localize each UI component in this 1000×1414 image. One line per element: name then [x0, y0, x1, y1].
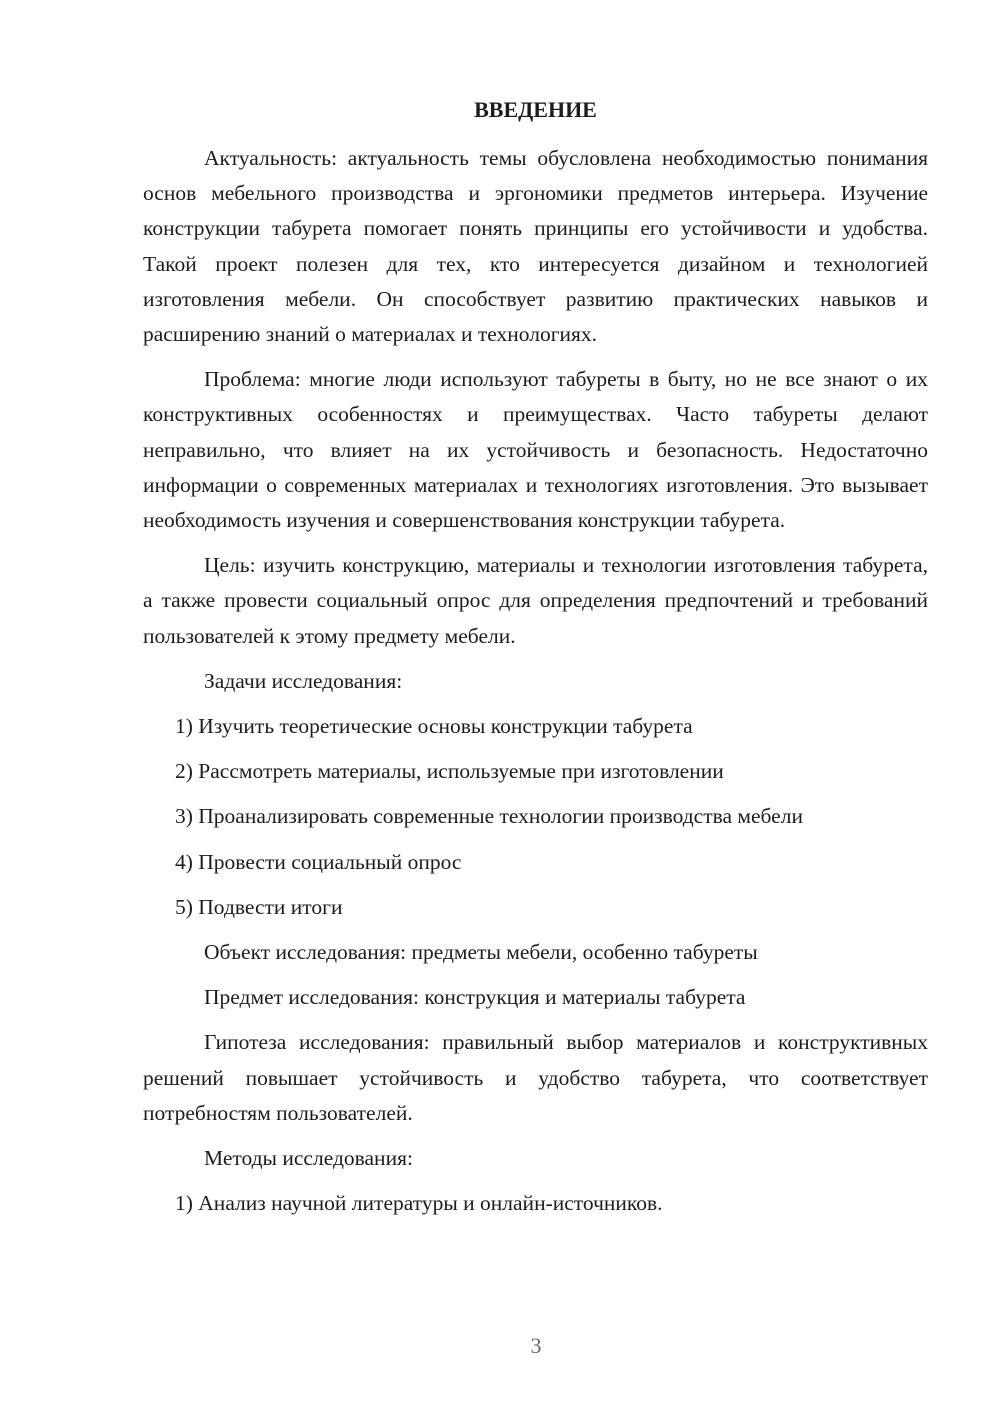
section-title: ВВЕДЕНИЕ: [474, 97, 597, 122]
task-item: 3) Проанализировать современные технологии производства мебели: [175, 804, 803, 829]
methods-heading: Методы исследования:: [204, 1146, 413, 1171]
task-item: 2) Рассмотреть материалы, используемые при изготовлении: [175, 759, 724, 784]
method-item: 1) Анализ научной литературы и онлайн-источников.: [175, 1191, 663, 1216]
subject-line: Предмет исследования: конструкция и материалы табурета: [204, 985, 746, 1010]
tasks-heading: Задачи исследования:: [204, 668, 403, 693]
task-item: 1) Изучить теоретические основы конструкции табурета: [175, 714, 693, 739]
object-line: Объект исследования: предметы мебели, особенно табуреты: [204, 940, 758, 965]
hypothesis-paragraph: Гипотеза исследования: правильный выбор материалов и конструктивных решений повышает устойчивость и удобство табурета, что соответствует потребностям пользователей.: [143, 1030, 928, 1125]
relevance-paragraph: Актуальность: актуальность темы обусловлена необходимостью понимания основ мебельного производства и эргономики предметов интерьера. Изучение конструкции табурета помогает понять принципы его устойчивости и удобства. Такой проект полезен для тех, кто интересуется дизайном и технологией изготовления мебели. Он способствует развитию практических навыков и расширению знаний о материалах и технологиях.: [143, 146, 928, 347]
problem-paragraph: Проблема: многие люди используют табуреты в быту, но не все знают о их конструктивных особенностях и преимуществах. Часто табуреты делают неправильно, что влияет на их устойчивость и безопасность. Недостаточно информации о современных материалах и технологиях изготовления. Это вызывает необходимость изучения и совершенствования конструкции табурета.: [143, 367, 928, 533]
task-item: 5) Подвести итоги: [175, 894, 343, 919]
task-item: 4) Провести социальный опрос: [175, 849, 462, 874]
document-body: [143, 92, 928, 1231]
goal-paragraph: Цель: изучить конструкцию, материалы и технологии изготовления табурета, а также провести социальный опрос для определения предпочтений и требований пользователей к этому предмету мебели.: [143, 553, 928, 648]
page-number: 3: [530, 1333, 542, 1358]
